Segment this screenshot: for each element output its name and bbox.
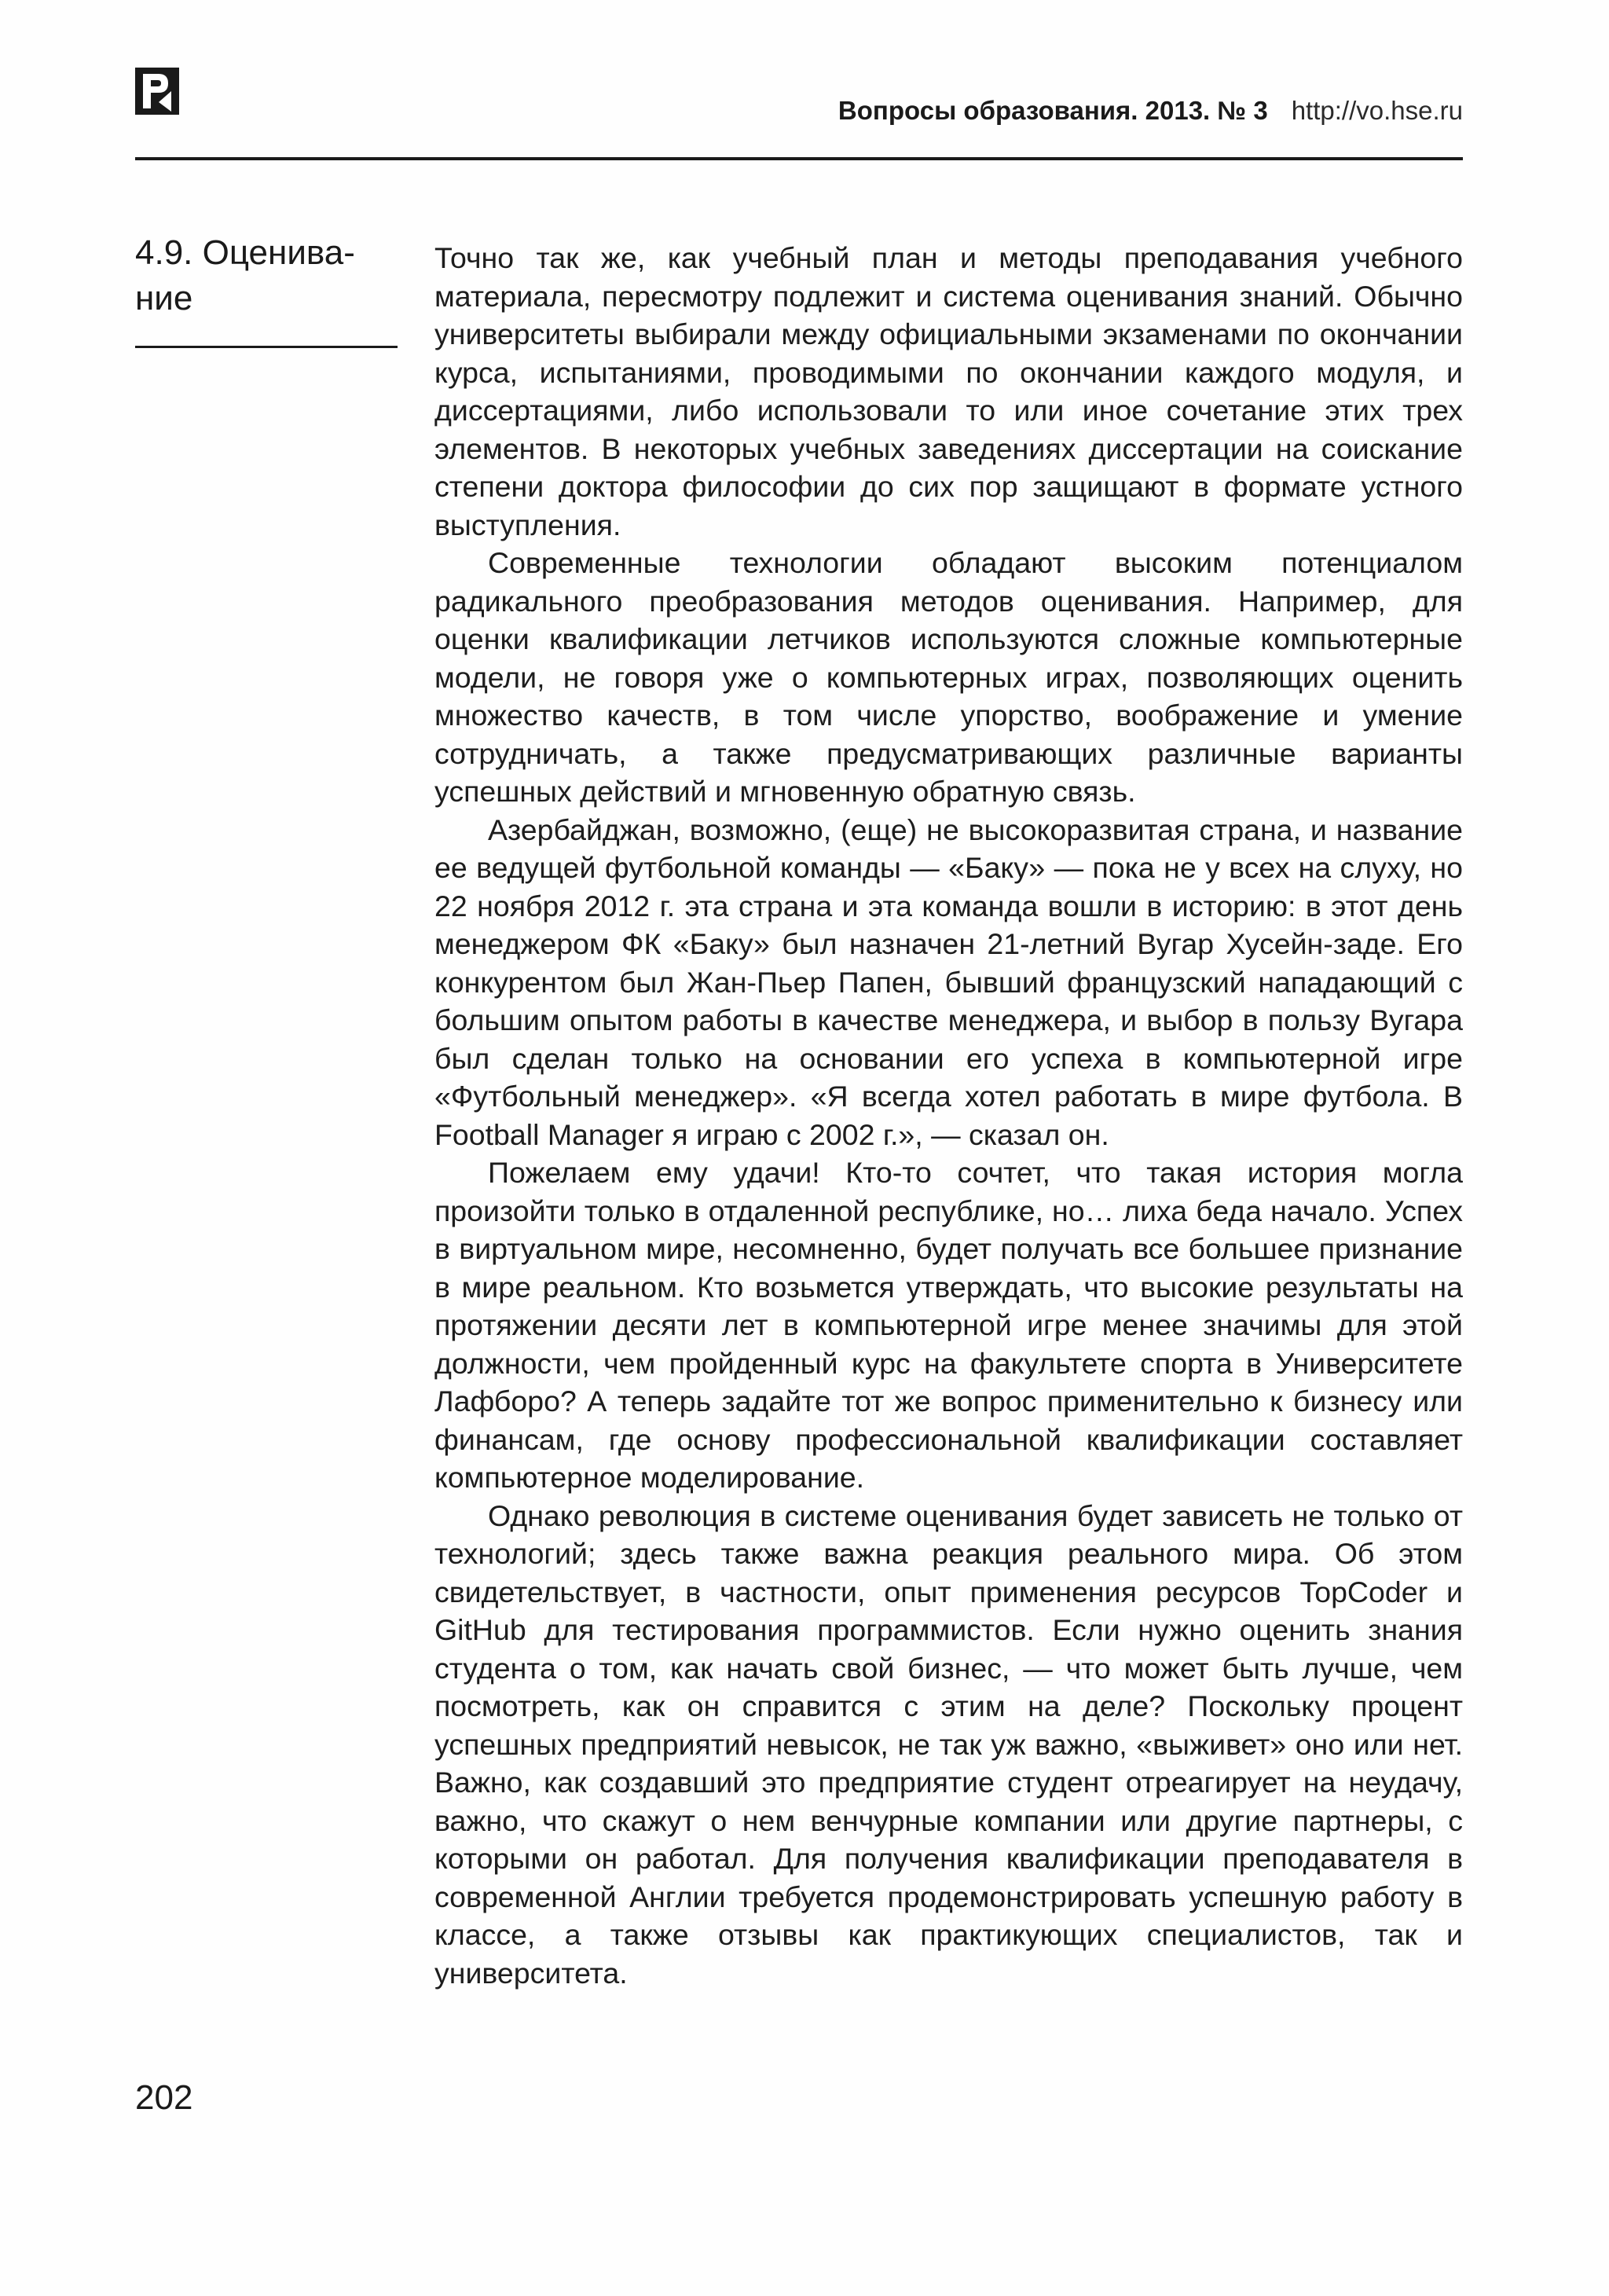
paragraph: Пожелаем ему удачи! Кто-то сочтет, что такая история могла произойти только в отдаленной республике, но… лиха беда начало. Успех в виртуальном мире, несомненно, будет получать все большее признание в мире реальном. Кто возьмется утверждать, что высокие результаты на протяжении десяти лет в компьютерной игре менее значимы для этой должности, чем пройденный курс на факультете спорта в Университете Лафборо? А теперь задайте тот же вопрос применительно к бизнесу или финансам, где основу профессиональной квалификации составляет компьютерное моделирование. <box>434 1156 1463 1494</box>
page-number: 202 <box>135 2078 193 2117</box>
header-divider <box>135 157 1463 160</box>
paragraph: Азербайджан, возможно, (еще) не высокоразвитая страна, и название ее ведущей футбольной команды — «Баку» — пока не у всех на слуху, но 22 ноября 2012 г. эта страна и эта команда вошли в историю: в этот день менеджером ФК «Баку» был назначен 21-летний Вугар Хусейн-заде. Его конкурентом был Жан-Пьер Папен, бывший французский нападающий с большим опытом работы в качестве менеджера, и выбор в пользу Вугара был сделан только на основании его успеха в компьютерной игре «Футбольный менеджер». «Я всегда хотел работать в мире футбола. В Football Manager я играю с 2002 г.», — сказал он. <box>434 812 1463 1151</box>
journal-url[interactable]: http://vo.hse.ru <box>1291 96 1463 125</box>
article-body <box>434 239 1463 1992</box>
section-heading-divider <box>135 346 398 348</box>
running-header <box>135 95 1463 127</box>
paragraph: Современные технологии обладают высоким потенциалом радикального преобразования методов оценивания. Например, для оценки квалификации летчиков используются сложные компьютерные модели, не говоря уже о компьютерных играх, позволяющих оценить множество качеств, в том числе упорство, воображение и умение сотрудничать, а также предусматривающих различные варианты успешных действий и мгновенную обратную связь. <box>434 546 1463 808</box>
paragraph: Однако революция в системе оценивания будет зависеть не только от технологий; здесь также важна реакция реального мира. Об этом свидетельствует, в частности, опыт применения ресурсов TopCoder и GitHub для тестирования программистов. Если нужно оценить знания студента о том, как начать свой бизнес, — что может быть лучше, чем посмотреть, как он справится с этим на деле? Поскольку процент успешных предприятий невысок, не так уж важно, «выживет» оно или нет. Важно, как создавший это предприятие студент отреагирует на неудачу, важно, что скажут о нем венчурные компании или другие партнеры, с которыми он работал. Для получения квалификации преподавателя в современной Англии требуется продемонстрировать успешную работу в классе, а также отзывы как практикующих специалистов, так и университета. <box>434 1498 1463 1990</box>
paragraph: Точно так же, как учебный план и методы преподавания учебного материала, пересмотру подлежит и система оценивания знаний. Обычно университеты выбирали между официальными экзаменами по окончании курса, испытаниями, проводимыми по окончании каждого модуля, и диссертациями, либо использовали то или иное сочетание этих трех элементов. В некоторых учебных заведениях диссертации на соискание степени доктора философии до сих пор защищают в формате устного выступления. <box>434 241 1463 541</box>
section-heading <box>135 230 394 321</box>
section-heading-line-1: 4.9. Оценива- <box>135 233 355 272</box>
section-heading-line-2: ние <box>135 279 193 317</box>
journal-title: Вопросы образования. 2013. № 3 <box>837 96 1268 125</box>
